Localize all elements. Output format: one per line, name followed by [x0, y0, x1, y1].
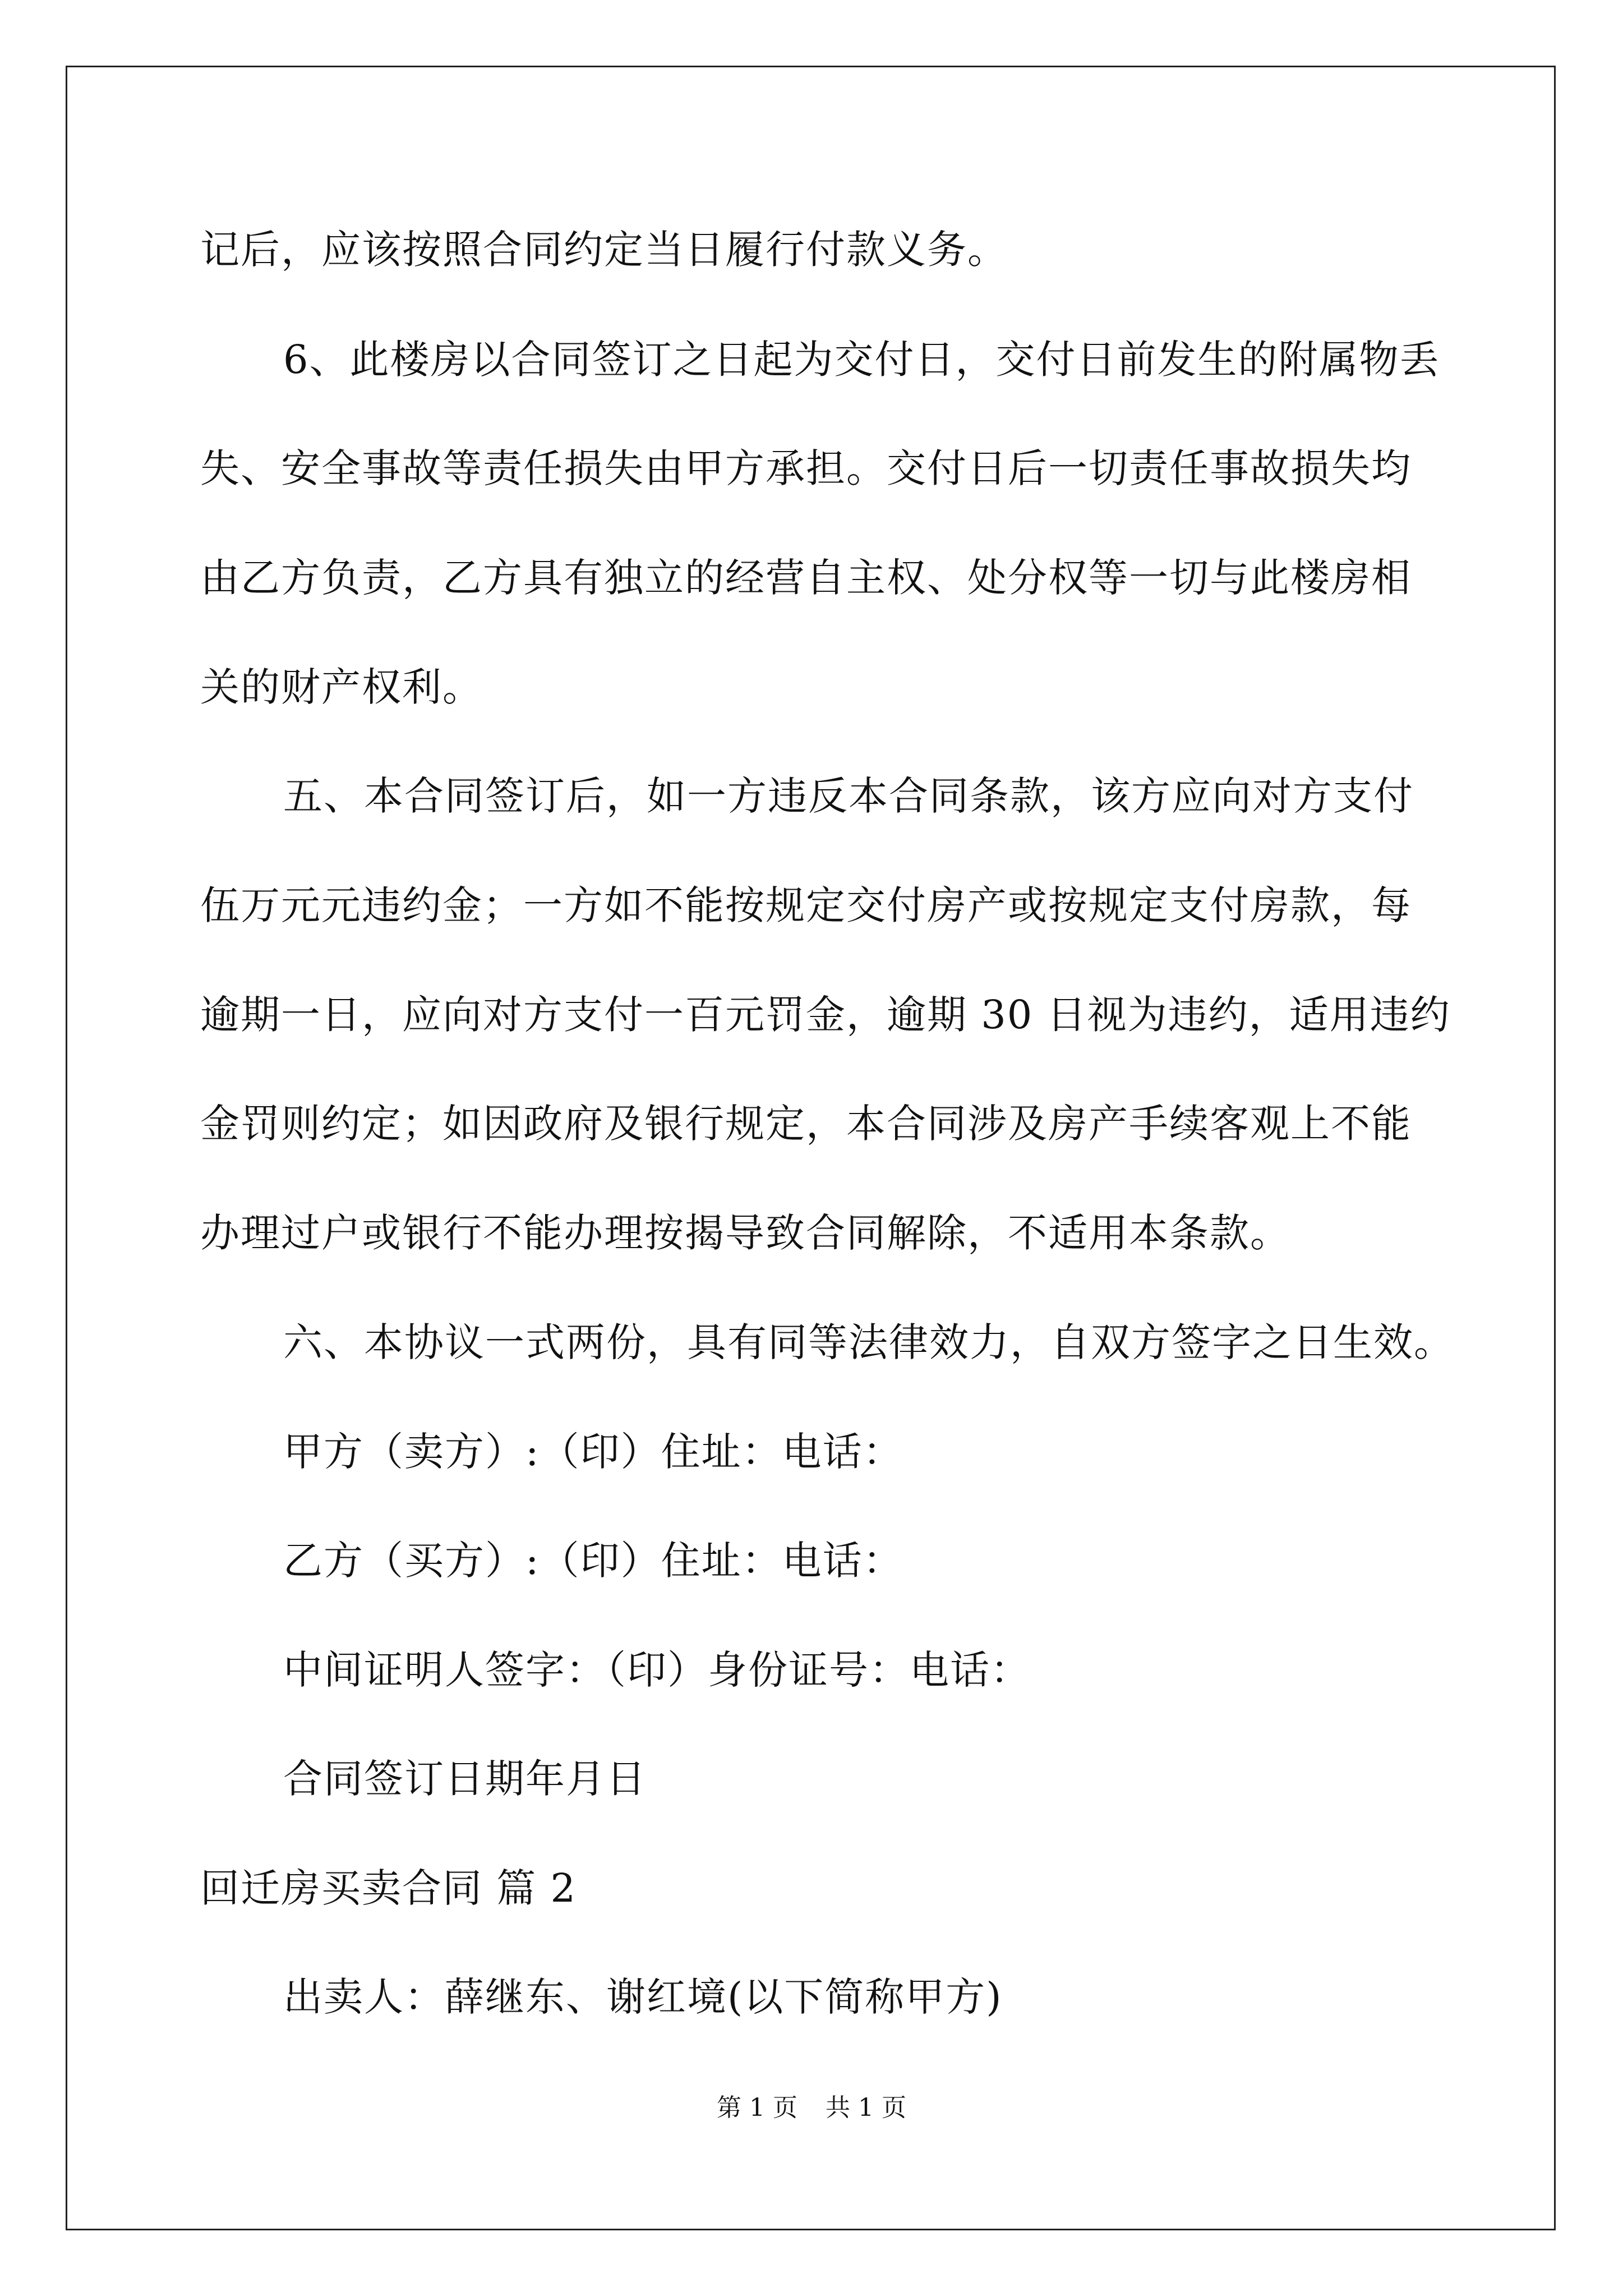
- text-line-6: 五、本合同签订后，如一方违反本合同条款，该方应向对方支付: [283, 773, 1414, 819]
- text-line-15: 合同签订日期年月日: [283, 1756, 647, 1802]
- text-line-2: 6、此楼房以合同签订之日起为交付日，交付日前发生的附属物丢: [283, 337, 1440, 383]
- text-line-13: 乙方（买方）:（印）住址：电话：: [283, 1538, 903, 1584]
- text-line-7: 伍万元元违约金；一方如不能按规定交付房产或按规定支付房款，每: [200, 882, 1412, 928]
- text-line-17: 出卖人：薛继东、谢红境(以下简称甲方): [283, 1974, 1003, 2020]
- page-footer: [0, 2091, 1623, 2125]
- text-line-9: 金罚则约定；如因政府及银行规定，本合同涉及房产手续客观上不能: [200, 1101, 1412, 1147]
- text-line-5: 关的财产权利。: [200, 664, 483, 710]
- text-line-1: 记后，应该按照合同约定当日履行付款义务。: [200, 227, 1008, 273]
- page-number: 第 1 页: [717, 2093, 797, 2122]
- text-line-10: 办理过户或银行不能办理按揭导致合同解除，不适用本条款。: [200, 1210, 1290, 1256]
- text-line-3: 失、安全事故等责任损失由甲方承担。交付日后一切责任事故损失均: [200, 445, 1412, 491]
- text-line-8: 逾期一日，应向对方支付一百元罚金，逾期 30 日视为违约，适用违约: [200, 992, 1451, 1038]
- text-line-14: 中间证明人签字：（印）身份证号：电话：: [283, 1647, 1031, 1693]
- section-heading: 回迁房买卖合同 篇 2: [200, 1865, 577, 1911]
- page-total: 共 1 页: [826, 2093, 906, 2122]
- text-line-4: 由乙方负责，乙方具有独立的经营自主权、处分权等一切与此楼房相: [200, 555, 1412, 601]
- text-line-12: 甲方（卖方）:（印）住址：电话：: [283, 1429, 903, 1475]
- text-line-11: 六、本协议一式两份，具有同等法律效力，自双方签字之日生效。: [283, 1319, 1454, 1365]
